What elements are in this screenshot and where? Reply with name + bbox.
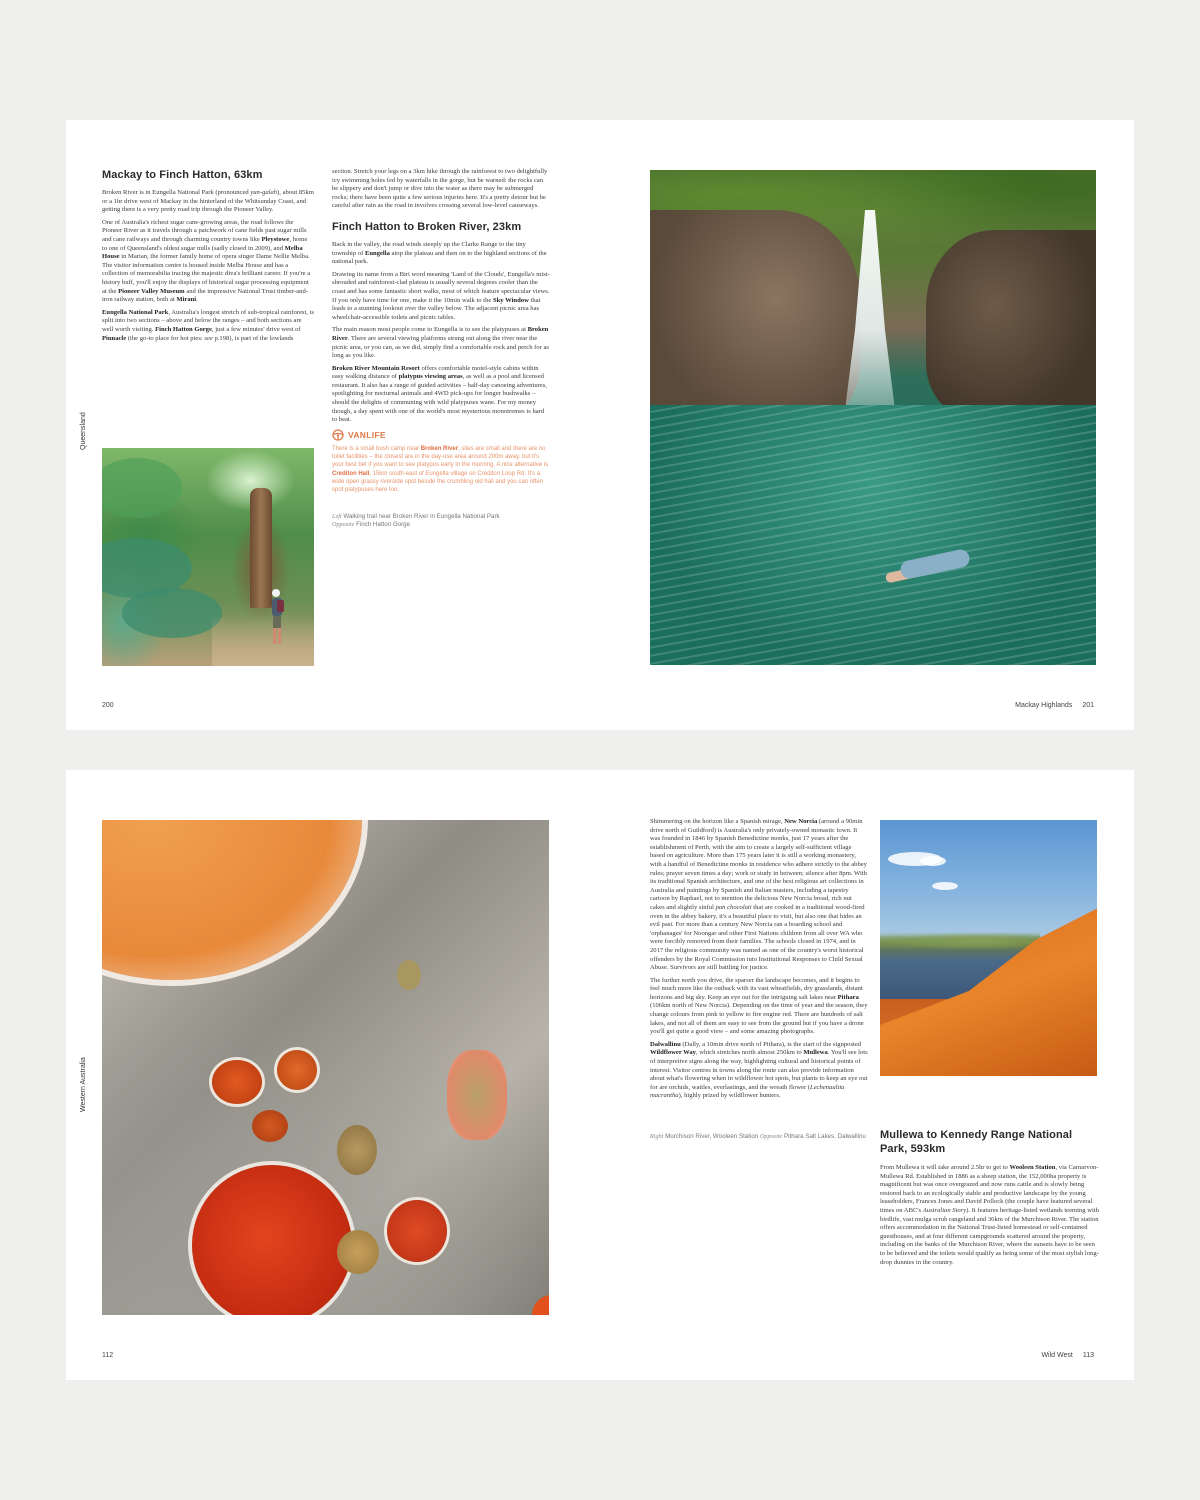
caption-text: Murchison River, Wooleen Station xyxy=(663,1133,760,1140)
body-text xyxy=(650,818,868,1101)
running-footer-right xyxy=(1015,702,1094,709)
body-text xyxy=(332,241,550,425)
walking-trail-photo xyxy=(102,448,314,666)
paragraph: Broken River Mountain Resort offers comfortable motel-style cabins within easy walking distance of platypus viewing areas, as well as a pool and licensed restaurant. It also has a range of guided activities – half-day canoeing adventures, spotlighting for nocturnal animals and 4WD pick-ups for longer bushwalks – should the delights of communing with wild platypuses wane. For my money though, a day spent with one of the world's most mysterious monotremes is hard to beat. xyxy=(332,364,547,424)
section-title: Wild West xyxy=(1041,1352,1073,1359)
region-side-label: Western Australia xyxy=(80,1057,87,1112)
paragraph: Shimmering on the horizon like a Spanish mirage, New Norcia (around a 90min drive north of Guildford) is Australia's only privately-owned monastic town. It was founded in 1846 by Spanish Benedictine monks, just 17 years after the establishment of Perth, with the aim to create a largely self-sufficient village based on agriculture. More than 175 years later it is still a working monastery, with a handful of Benedictine monks in residence who adhere strictly to the abbey rules; prayer seven times a day; work or study in between; silence after 8pm. With its traditional Spanish architecture, and one of the best religious art collections in Australia and paintings by Spanish and Italian masters, including a tapestry cartoon by Raphael, not to mention the delicious New Norcia bread, rich nut cakes and slightly sinful pan chocolati that are cooked in a traditional wood-fired oven in the abbey bakery, it's a beautiful place to visit, but also one that hides an evil past. For more than a century New Norcia ran a boarding school and 'orphanages' for Noongar and other First Nations children from all over WA who were forcibly removed from their families. The schools closed in 1974, and in 2017 the religious community was named as one of the country's worst historical offenders by the Royal Commission into Institutional Responses to Child Sexual Abuse. Survivors are still battling for justice. xyxy=(650,818,867,972)
paragraph: From Mullewa it will take around 2.5hr to get to Wooleen Station, via Carnarvon-Mullewa Rd. Established in 1886 as a sheep station, the 152,000ha property is magnificent but was once overgrazed and now runs cattle and is slowly being restored back to an ecologically stable and productive landscape by the young leaseholders, Frances Jones and David Pollock (the couple have featured several times on ABC's Australian Story). It features heritage-listed wetlands teeming with birdlife, vast mulga scrub rangeland and 36km of the Murchison River. The station offers accommodation in the National Trust-listed homestead or self-contained guesthouses, and at four different campgrounds scattered around the property, including on the banks of the Murchison River, where the sunsets have to be seen to be believed and the toilets would qualify as being some of the most stylish long-drop dunnies in the country. xyxy=(880,1164,1099,1266)
top-spread xyxy=(66,120,1134,730)
paragraph: Drawing its name from a Biri word meaning 'Land of the Clouds', Eungella's mist-shrouded and rainforest-clad plateau is usually several degrees cooler than the coast and has some fantastic short walks, most of which feature spectacular views. If you only have time for one, make it the 10min walk to the Sky Window that leads to a stunning lookout over the valley below. The adjacent picnic area has wheelchair-accessible toilets and picnic tables. xyxy=(332,270,550,321)
column-middle xyxy=(650,818,868,1141)
paragraph: The further north you drive, the sparser the landscape becomes, and it begins to feel much more like the outback with its vast wheatfields, dry grasslands, distant horizons and big sky. Keep an eye out for the intriguing salt lakes near Pithara (106km north of New Norcia). Depending on the time of year and the season, they change colours from pink to yellow to fire engine red. There are hundreds of salt lakes, and not all of them are easy to see from the ground but if you have a drone you'll get quite a good view – and some amazing photographs. xyxy=(650,976,868,1036)
finch-hatton-gorge-photo xyxy=(650,170,1096,665)
caption-label-right: Right xyxy=(650,1133,664,1140)
paragraph: One of Australia's richest sugar cane-growing areas, the road follows the Pioneer River as it travels through a patchwork of cane fields past sugar mills and cane railways and through charming country towns like Pleystowe, home to one of Queensland's oldest sugar mills (sadly closed in 2009), and Melba House in Marian, the former family home of opera singer Dame Nellie Melba. The visitor information centre is housed inside Melba House and has a collection of memorabilia tracing the majestic diva's brilliant career. If you're a history buff, you'll enjoy the displays of historical sugar processing equipment at the Pioneer Valley Museum and the impressive National Trust timber-and-iron railway station, both at Mirani. xyxy=(102,218,311,304)
caption-label-opposite: Opposite xyxy=(332,520,355,528)
paragraph: Back in the valley, the road winds steeply up the Clarke Range to the tiny township of Eungella atop the plateau and then on to the highland sections of the national park. xyxy=(332,240,547,266)
bottom-spread xyxy=(66,770,1134,1380)
steering-wheel-icon xyxy=(332,429,344,441)
page-number-left: 112 xyxy=(102,1352,114,1359)
photo-caption xyxy=(650,1133,868,1141)
paragraph: Eungella National Park, Australia's longest stretch of sub-tropical rainforest, is split into two sections – above and below the ranges – and both sections are well worth visiting. Finch Hatton Gorge, just a few minutes' drive west of Pinnacle (the go-to place for hot pies: see p.198), is part of the lowlands xyxy=(102,308,314,342)
column-left xyxy=(102,168,314,347)
page-number-left: 200 xyxy=(102,702,114,709)
pithara-salt-lakes-photo xyxy=(102,820,549,1315)
page-number-right: 113 xyxy=(1082,1352,1094,1359)
vanlife-label: VANLIFE xyxy=(348,429,386,440)
vanlife-title xyxy=(332,429,550,441)
caption-label-opposite: Opposite xyxy=(759,1133,783,1140)
murchison-river-photo xyxy=(880,820,1097,1076)
body-text xyxy=(880,1164,1100,1267)
vanlife-text: There is a small bush camp near Broken River; sites are small and there are no toilet facilities – the closest are in the day-use area around 200m away, but it's your best bet if you want to see platypus early in the morning. A nice alternative is Crediton Hall, 15km south-east of Eungella village on Crediton Loop Rd. It's a wide open grassy riverside spot beside the crumbling old hall and you can often spot platypuses here too. xyxy=(332,445,549,494)
region-side-label: Queensland xyxy=(80,412,87,450)
column-middle xyxy=(332,168,550,529)
body-text-continued: section. Stretch your legs on a 3km hike through the rainforest to two delightfully icy swimming holes fed by waterfalls in the gorge, but be warned: the rocks can be slippery and don't jump or dive into the water as there may be submerged rocks; there have been quite a few serious injuries here. It's a pretty detour but be careful after rain as the road in involves crossing several low-level causeways. xyxy=(332,168,548,210)
paragraph: Dalwallinu (Dally, a 10min drive north of Pithara), is the start of the signposted Wildflower Way, which stretches north almost 250km to Mullewa. You'll see lots of interpretive signs along the way, highlighting cultural and historical points of interest. Visitor centres in towns along the route can also provide information about what's flowering when in wildflower hot spots, but plants to keep an eye out for are orchids, wattles, everlastings, and the wreath flower (Lechenaultia macrantha), highly prized by wildflower hunters. xyxy=(650,1040,868,1100)
section-heading: Mackay to Finch Hatton, 63km xyxy=(102,169,263,181)
body-text xyxy=(102,189,314,343)
caption-text: Walking trail near Broken River in Eungella National Park xyxy=(341,512,500,520)
caption-text: Finch Hatton Gorge xyxy=(354,520,411,528)
page-number-right: 201 xyxy=(1082,702,1094,709)
section-heading: Finch Hatton to Broken River, 23km xyxy=(332,220,522,233)
section-heading: Mullewa to Kennedy Range National Park, 593km xyxy=(880,1129,1073,1155)
column-right xyxy=(880,1128,1100,1271)
vanlife-box xyxy=(332,429,550,495)
hiker-figure xyxy=(270,588,284,648)
section-title: Mackay Highlands xyxy=(1015,702,1073,709)
caption-label-left: Left xyxy=(332,512,342,520)
paragraph: Broken River is in Eungella National Park (pronounced yun-galah), about 85km or a 1hr drive west of Mackay in the hinterland of the Whitsunday Coast, and getting there is a very pretty road trip through the Pioneer Valley. xyxy=(102,189,314,214)
paragraph: The main reason most people come to Eungella is to see the platypuses at Broken River. There are several viewing platforms strung out along the river near the picnic area, or you can, as we did, simply find a comfortable rock and perch for as long as you like. xyxy=(332,326,549,360)
photo-caption xyxy=(332,513,550,529)
caption-text: Pithara Salt Lakes, Dalwallinu xyxy=(782,1133,866,1140)
running-footer-right xyxy=(1041,1352,1094,1359)
